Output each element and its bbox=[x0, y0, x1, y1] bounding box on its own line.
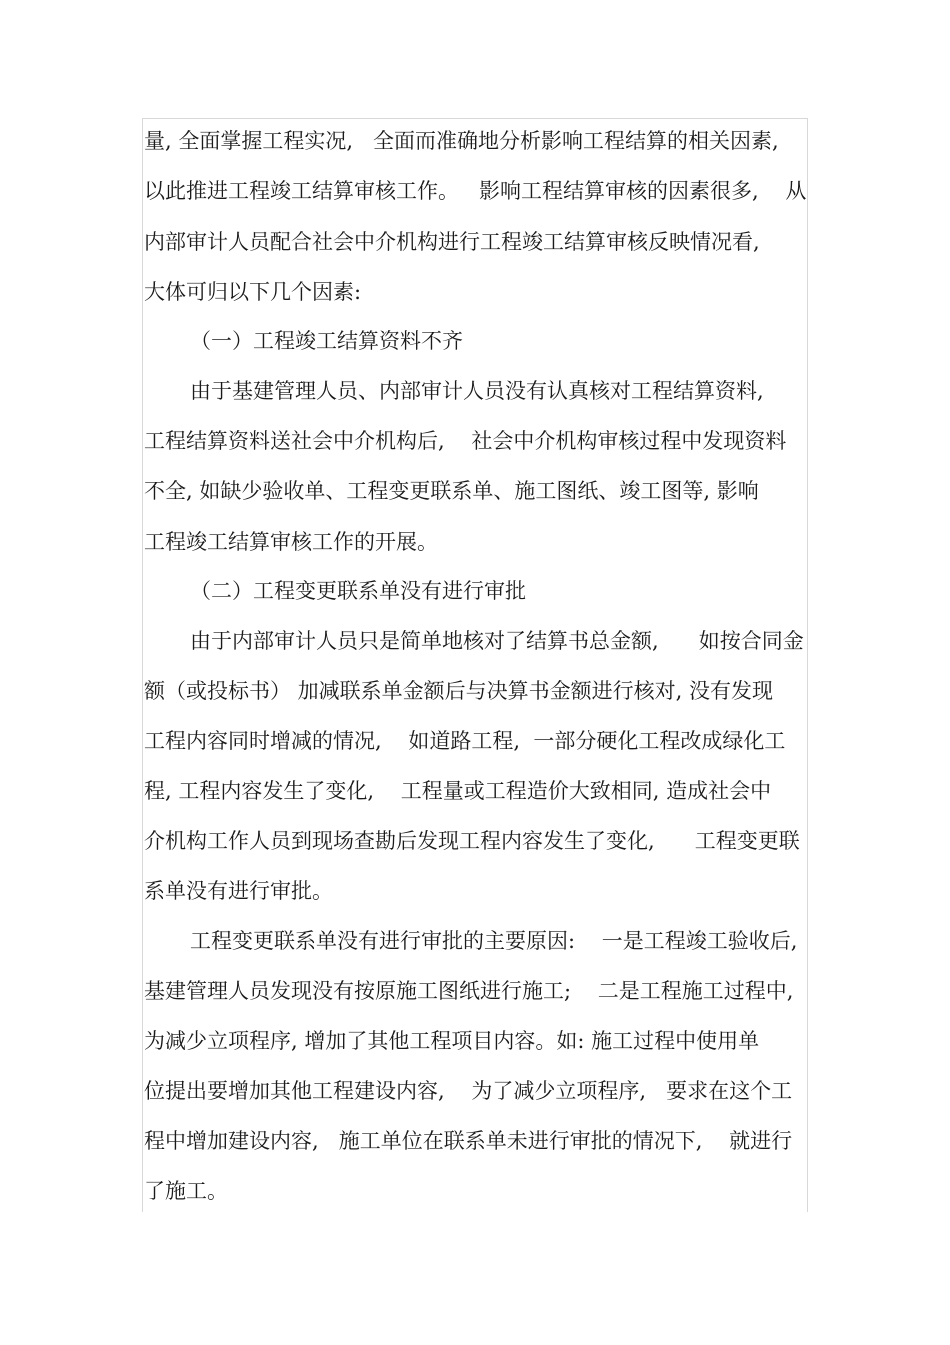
text-line: 工程变更联系单没有进行审批的主要原因: 一是工程竣工验收后, bbox=[190, 929, 798, 953]
text-line: 不全, 如缺少验收单、工程变更联系单、施工图纸、竣工图等, 影响 bbox=[144, 479, 759, 503]
text-line: 额（或投标书） 加减联系单金额后与决算书金额进行核对, 没有发现 bbox=[144, 679, 774, 703]
section-heading: （二）工程变更联系单没有进行审批 bbox=[190, 579, 526, 603]
text-line: 系单没有进行审批。 bbox=[144, 879, 333, 903]
text-line: 由于内部审计人员只是简单地核对了结算书总金额, 如按合同金 bbox=[190, 629, 804, 653]
text-line: 工程结算资料送社会中介机构后, 社会中介机构审核过程中发现资料 bbox=[144, 429, 787, 453]
text-line: 由于基建管理人员、内部审计人员没有认真核对工程结算资料, bbox=[190, 379, 764, 403]
text-line: 大体可归以下几个因素: bbox=[144, 280, 362, 304]
text-line: 位提出要增加其他工程建设内容, 为了减少立项程序, 要求在这个工 bbox=[144, 1079, 793, 1103]
text-line: 内部审计人员配合社会中介机构进行工程竣工结算审核反映情况看, bbox=[144, 230, 760, 254]
text-line: 基建管理人员发现没有按原施工图纸进行施工; 二是工程施工过程中, bbox=[144, 979, 794, 1003]
text-line: 介机构工作人员到现场查勘后发现工程内容发生了变化, 工程变更联 bbox=[144, 829, 800, 853]
text-line: 了施工。 bbox=[144, 1179, 228, 1203]
text-line: 程中增加建设内容, 施工单位在联系单未进行审批的情况下, 就进行 bbox=[144, 1129, 793, 1153]
text-line: 以此推进工程竣工结算审核工作。 影响工程结算审核的因素很多, 从 bbox=[144, 179, 807, 203]
text-line: 程, 工程内容发生了变化, 工程量或工程造价大致相同, 造成社会中 bbox=[144, 779, 772, 803]
text-line: 工程内容同时增减的情况, 如道路工程, 一部分硬化工程改成绿化工 bbox=[144, 729, 786, 753]
text-line: 为减少立项程序, 增加了其他工程项目内容。如: 施工过程中使用单 bbox=[144, 1029, 760, 1053]
text-line: 工程竣工结算审核工作的开展。 bbox=[144, 530, 438, 554]
text-line: 量, 全面掌握工程实况, 全面而准确地分析影响工程结算的相关因素, bbox=[144, 129, 779, 153]
section-heading: （一）工程竣工结算资料不齐 bbox=[190, 329, 463, 353]
